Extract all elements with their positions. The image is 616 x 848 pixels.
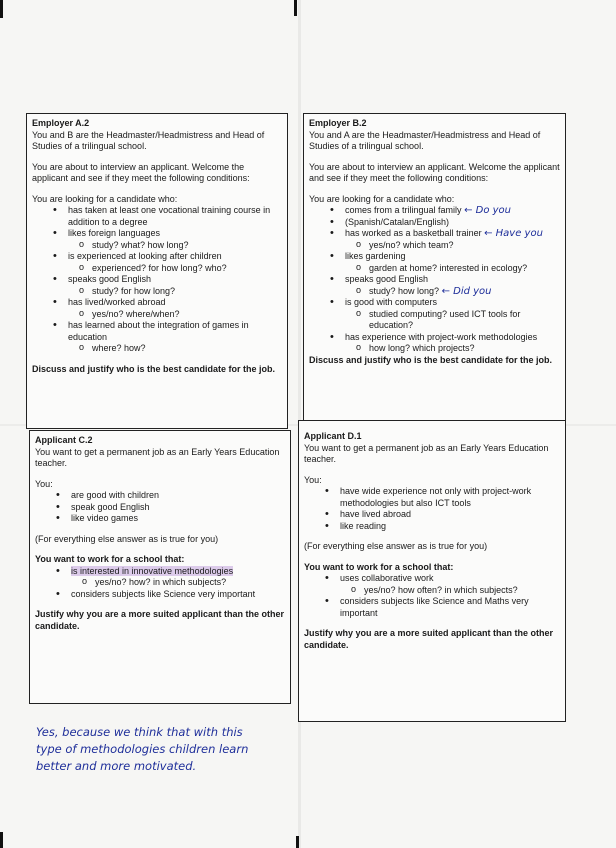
list-subitem (309, 286, 560, 298)
scan-edge-mark (296, 836, 299, 848)
list-item: • uses collaborative work (304, 573, 560, 585)
card-closing: Discuss and justify who is the best candidate for the job. (309, 354, 553, 365)
applicant-c2-card (29, 430, 291, 704)
card-task: You are about to interview an applicant. Welcome the applicant and see if they meet the following conditions: (32, 161, 250, 183)
list-item (309, 228, 560, 240)
list-subitem: o study? for how long? (32, 286, 282, 298)
card-title: Applicant D.1 (304, 431, 362, 441)
list-subitem: o yes/no? which team? (309, 240, 560, 252)
list-item: • are good with children (35, 490, 285, 502)
list-subitem: o studied computing? used ICT tools for education? (309, 309, 560, 332)
list-item: • has lived/worked abroad (32, 297, 282, 309)
list-subitem: o yes/no? how often? in which subjects? (304, 585, 560, 597)
list-item: • has learned about the integration of games in education (32, 320, 282, 343)
card-title: Employer B.2 (309, 118, 367, 128)
card-title: Applicant C.2 (35, 435, 93, 445)
card-looking: You are looking for a candidate who: (32, 193, 178, 204)
card-intro: You and A are the Headmaster/Headmistress and Head of Studies of a trilingual school. (309, 129, 541, 151)
list-item: • is experienced at looking after children (32, 251, 282, 263)
list-item: • speaks good English (32, 274, 282, 286)
school-label: You want to work for a school that: (304, 561, 454, 572)
list-subitem: o yes/no? where/when? (32, 309, 282, 321)
else-note: (For everything else answer as is true for you) (35, 533, 219, 544)
handwritten-line: type of methodologies children learn (36, 742, 249, 756)
handwritten-line: Yes, because we think that with this (36, 725, 243, 739)
card-intro: You want to get a permanent job as an Early Years Education teacher. (35, 446, 280, 468)
list-item (309, 205, 560, 217)
list-item: • has taken at least one vocational training course in addition to a degree (32, 205, 282, 228)
conditions-list (309, 205, 560, 355)
employer-b2-card (303, 113, 566, 431)
list-item: • is good with computers (309, 297, 560, 309)
card-looking: You are looking for a candidate who: (309, 193, 455, 204)
applicant-d1-card (298, 420, 566, 722)
list-subitem: o how long? which projects? (309, 343, 560, 355)
scan-edge-mark (0, 0, 3, 18)
list-item: • likes gardening (309, 251, 560, 263)
school-list (304, 573, 560, 619)
list-item: • likes foreign languages (32, 228, 282, 240)
list-item: • like video games (35, 513, 285, 525)
card-closing: Justify why you are a more suited applicant than the other candidate. (304, 628, 554, 650)
item-text: study? how long? (369, 285, 440, 296)
list-item: • considers subjects like Science and Maths very important (304, 596, 560, 619)
conditions-list (32, 205, 282, 355)
scan-edge-mark (0, 832, 3, 848)
employer-a2-card (26, 113, 288, 429)
list-item: • speaks good English (309, 274, 560, 286)
scan-edge-mark (294, 0, 297, 16)
else-note: (For everything else answer as is true for you) (304, 541, 488, 551)
list-item (35, 566, 285, 578)
highlighted-text: is interested in innovative methodologies (71, 565, 234, 576)
school-label: You want to work for a school that: (35, 554, 185, 564)
list-item: • like reading (304, 521, 560, 533)
card-intro: You and B are the Headmaster/Headmistress and Head of Studies of a trilingual school. (32, 129, 265, 151)
handwritten-answer (36, 724, 298, 775)
school-list (35, 566, 285, 601)
list-item: • considers subjects like Science very important (35, 589, 285, 601)
list-subitem: o study? what? how long? (32, 240, 282, 252)
card-title: Employer A.2 (32, 118, 90, 128)
you-label: You: (304, 474, 322, 485)
handwritten-line: better and more motivated. (36, 759, 197, 773)
handwritten-annotation: ← Did you (441, 285, 492, 297)
card-task: You are about to interview an applicant. Welcome the applicant and see if they meet the following conditions: (309, 161, 560, 183)
list-item: • have wide experience not only with project-work methodologies but also ICT tools (304, 486, 560, 509)
item-text: comes from a trilingual family (345, 205, 462, 215)
item-text: has worked as a basketball trainer (345, 228, 482, 238)
handwritten-annotation: ← Do you (464, 205, 511, 216)
list-item-continued (309, 217, 560, 229)
list-subitem: o garden at home? interested in ecology? (309, 263, 560, 275)
list-item: • has experience with project-work methodologies (309, 332, 560, 344)
card-intro: You want to get a permanent job as an Early Years Education teacher. (304, 442, 549, 464)
you-label: You: (35, 478, 53, 489)
list-subitem: o experienced? for how long? who? (32, 263, 282, 275)
list-item: • have lived abroad (304, 509, 560, 521)
you-list (304, 486, 560, 532)
handwritten-annotation: ← Have you (484, 228, 543, 239)
card-closing: Justify why you are a more suited applicant than the other candidate. (35, 609, 285, 631)
list-subitem: o yes/no? how? in which subjects? (35, 577, 285, 589)
list-subitem: o where? how? (32, 343, 282, 355)
list-item: • speak good English (35, 502, 285, 514)
item-text: (Spanish/Catalan/English) (345, 216, 450, 227)
you-list (35, 490, 285, 525)
card-closing: Discuss and justify who is the best candidate for the job. (32, 363, 276, 374)
